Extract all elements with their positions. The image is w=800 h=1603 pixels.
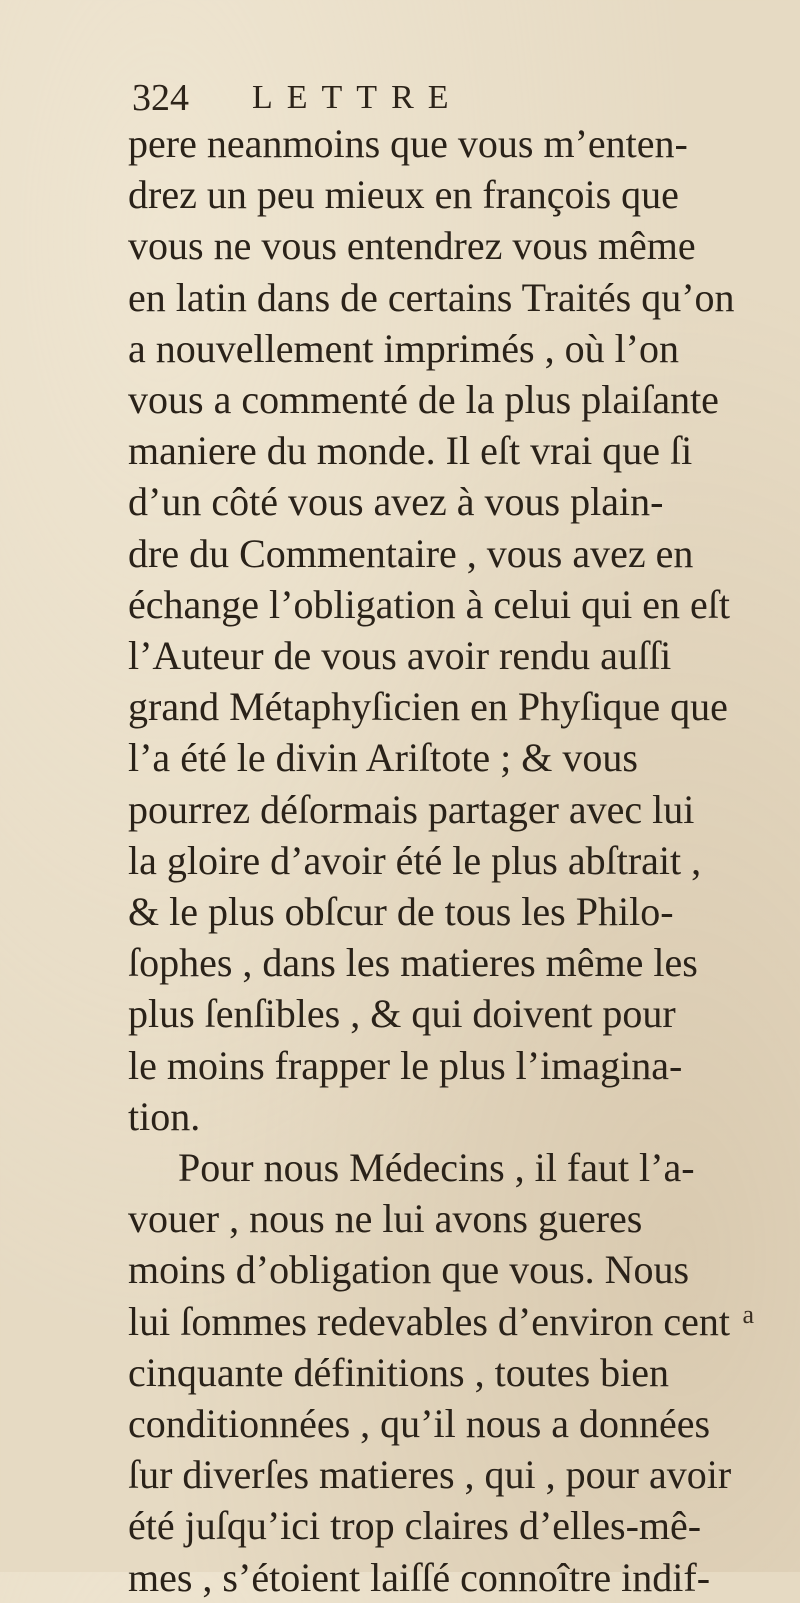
- text-line: en latin dans de certains Traités qu’on: [128, 274, 735, 320]
- text-line: ſur diverſes matieres , qui , pour avoir: [128, 1452, 732, 1498]
- text-line: vouer , nous ne lui avons gueres: [128, 1196, 643, 1242]
- text-line: échange l’obligation à celui qui en eſt: [128, 581, 730, 627]
- text-line: moins d’obligation que vous. Nous: [128, 1247, 690, 1293]
- text-line: plus ſenſibles , & qui doivent pour: [128, 991, 676, 1037]
- text-line: conditionnées , qu’il nous a données: [128, 1401, 711, 1447]
- text-line: dre du Commentaire , vous avez en: [128, 530, 694, 576]
- text-line: tion.: [128, 1093, 201, 1139]
- page-number: 324: [132, 77, 189, 119]
- text-line: pourrez déſormais partager avec lui: [128, 786, 695, 832]
- paragraph-start-line: Pour nous Médecins , il faut l’a-: [178, 1145, 695, 1191]
- text-line: pere neanmoins que vous m’enten-: [128, 121, 688, 166]
- text-line: a nouvellement imprimés , où l’on: [128, 325, 679, 371]
- text-line: lui ſommes redevables d’environ cent: [128, 1298, 731, 1344]
- text-line: drez un peu mieux en françois que: [128, 172, 679, 218]
- text-line: l’Auteur de vous avoir rendu auſſi: [128, 633, 672, 679]
- text-line: vous a commenté de la plus plaiſante: [128, 377, 719, 423]
- text-line: mes , s’étoient laiſſé connoître indif-: [128, 1554, 711, 1600]
- text-line: & le plus obſcur de tous les Philo-: [128, 889, 674, 935]
- running-head: LETTRE: [252, 79, 463, 116]
- signature-mark: a: [742, 1300, 754, 1329]
- text-line: d’un côté vous avez à vous plain-: [128, 479, 664, 525]
- text-line: cinquante définitions , toutes bien: [128, 1349, 669, 1395]
- body-text: [128, 118, 778, 1603]
- text-line: maniere du monde. Il eſt vrai que ſi: [128, 428, 693, 474]
- text-line: vous ne vous entendrez vous même: [128, 223, 696, 269]
- text-line: ſophes , dans les matieres même les: [128, 940, 698, 986]
- page-header: [132, 74, 692, 124]
- text-line: l’a été le divin Ariſtote ; & vous: [128, 735, 638, 781]
- text-line: le moins frapper le plus l’imagina-: [128, 1042, 683, 1088]
- text-line: été juſqu’ici trop claires d’elles-mê-: [128, 1503, 702, 1549]
- text-line: grand Métaphyſicien en Phyſique que: [128, 684, 728, 730]
- text-line: la gloire d’avoir été le plus abſtrait ,: [128, 837, 702, 883]
